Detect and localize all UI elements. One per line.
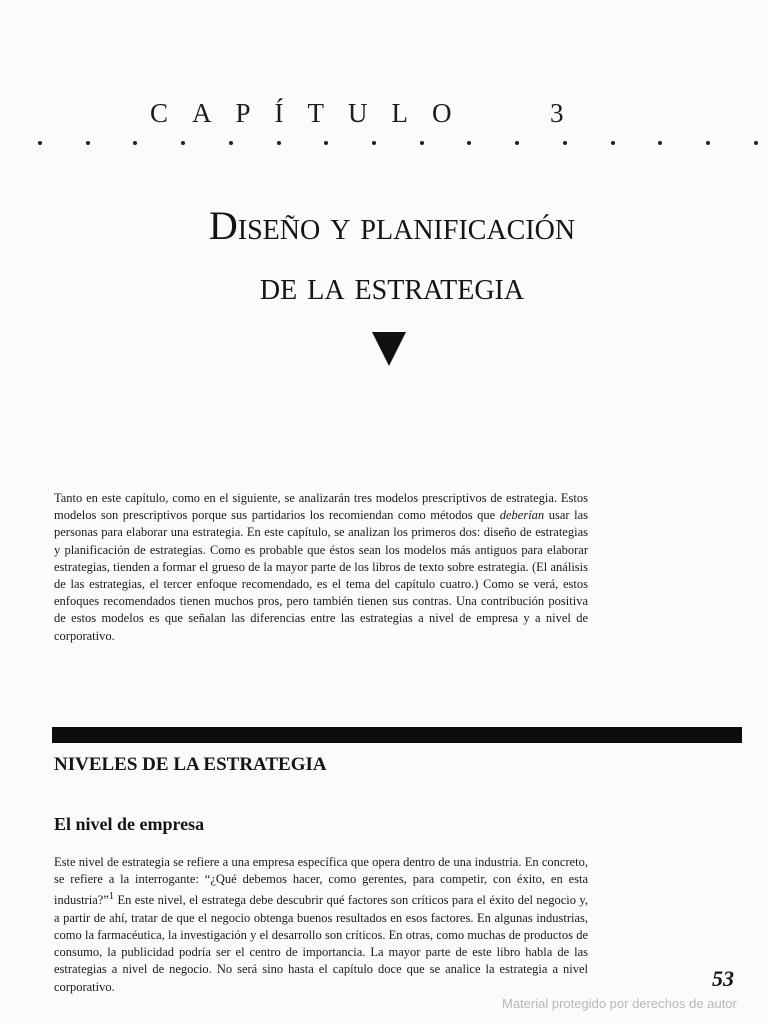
divider-dot bbox=[181, 141, 185, 145]
divider-dot bbox=[754, 141, 758, 145]
section-heading: NIVELES DE LA ESTRATEGIA bbox=[54, 754, 327, 775]
chapter-title-line-2: de la estrategia bbox=[259, 263, 525, 308]
divider-dot bbox=[706, 141, 710, 145]
body-text-end: En este nivel, el estratega debe descubrir qué factores son críticos para el éxito del negocio y, a partir de ahí, tratar de que el negocio obtenga buenos resultados en esos factores. En algunas industrias, como la farmacéutica, la investigación y el desarrollo son críticos. En otras, como muchas de productos de consumo, la publicidad podría ser el centro de importancia. La mayor parte de este libro habla de las estrategias a nivel de negocio. No será sino hasta el capítulo doce que se analice la estrategia a nivel corporativo. bbox=[54, 893, 588, 994]
divider-dot bbox=[515, 141, 519, 145]
intro-paragraph bbox=[54, 490, 588, 645]
footnote-reference[interactable]: 1 bbox=[108, 891, 115, 903]
page-number: 53 bbox=[712, 966, 734, 991]
divider-dot bbox=[611, 141, 615, 145]
divider-dot bbox=[38, 141, 42, 145]
divider-dot bbox=[563, 141, 567, 145]
divider-dot bbox=[133, 141, 137, 145]
chapter-number: 3 bbox=[550, 98, 564, 128]
intro-emphasis: deberían bbox=[499, 508, 545, 523]
divider-dot bbox=[229, 141, 233, 145]
subsection-heading: El nivel de empresa bbox=[54, 814, 205, 834]
section-divider-bar bbox=[52, 727, 742, 743]
intro-text-start: Tanto en este capítulo, como en el siguiente, se analizarán tres modelos prescriptivos de estrategia. Estos modelos son prescriptivos porque sus partidarios los recomiendan como métodos que bbox=[54, 491, 588, 523]
divider-dot bbox=[324, 141, 328, 145]
copyright-watermark: Material protegido por derechos de autor bbox=[502, 996, 737, 1011]
divider-dot bbox=[372, 141, 376, 145]
chapter-label: CAPÍTULO bbox=[150, 98, 476, 128]
chapter-title-line-1: Diseño y planificación bbox=[208, 203, 576, 248]
divider-dot bbox=[277, 141, 281, 145]
dotted-divider bbox=[38, 133, 758, 153]
divider-dot bbox=[420, 141, 424, 145]
section-body-paragraph bbox=[54, 854, 588, 996]
divider-dot bbox=[658, 141, 662, 145]
body-text-start: Este nivel de estrategia se refiere a una empresa específica que opera dentro de una industria. En concreto, se refiere a la interrogante: “¿Qué debemos hacer, como gerentes, para competir, con éxito, en esta industria?” bbox=[54, 855, 588, 908]
divider-dot bbox=[467, 141, 471, 145]
divider-dot bbox=[86, 141, 90, 145]
intro-text-end: usar las personas para elaborar una estrategia. En este capítulo, se analizan los primeros dos: diseño de estrategias y planificación de estrategias. Como es probable que éstos sean los modelos más antiguos para elaborar estrategias, tienden a formar el grueso de la mayor parte de los libros de texto sobre estrategia. (El análisis de las estrategias, el tercer enfoque recomendado, es el tema del capítulo cuatro.) Como se verá, estos enfoques recomendados tienen muchos pros, pero también tienen sus contras. Una contribución positiva de estos modelos es que señalan las diferencias entre las estrategias a nivel de empresa y a nivel de corporativo. bbox=[54, 508, 588, 643]
down-triangle-icon bbox=[372, 332, 406, 366]
